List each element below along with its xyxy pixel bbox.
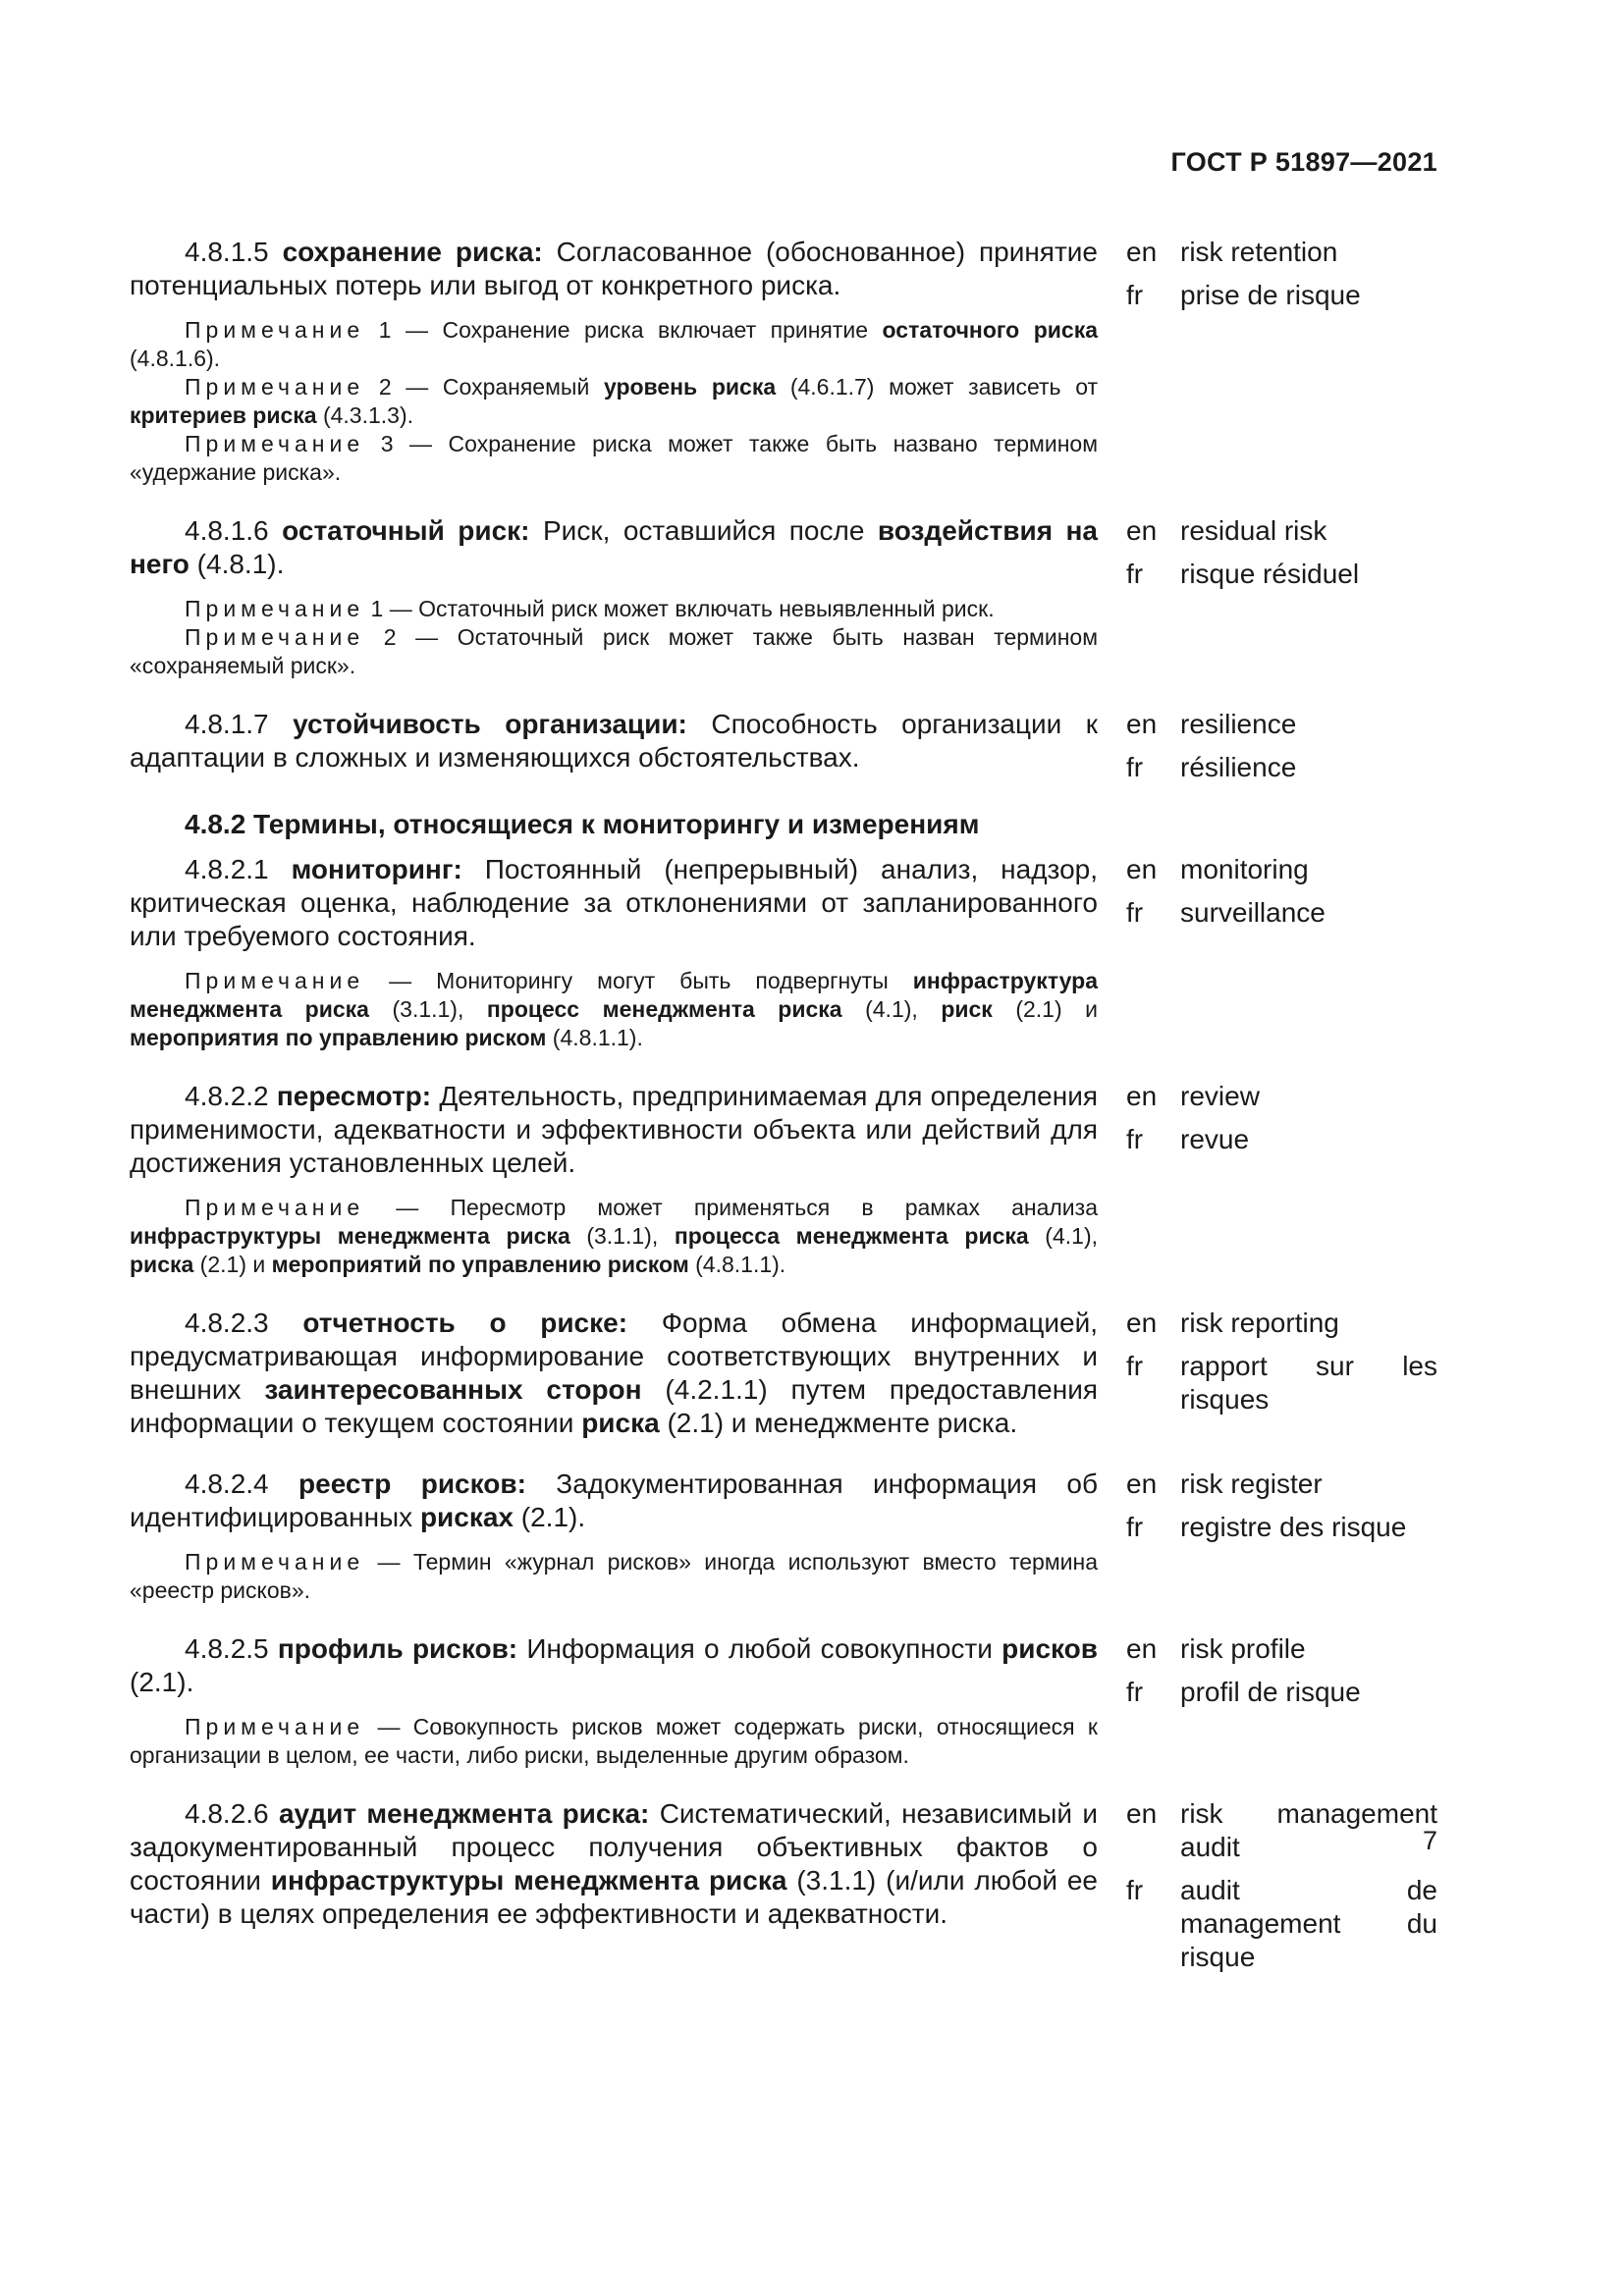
term-definition: 4.8.2.6 аудит менеджмента риска: Систематический, независимый и задокументированный процесс получения объективных фактов о состоянии инфраструктуры менеджмента риска (3.1.1) (и/или любой ее части) в целях определения ее эффективности и адекватности. bbox=[130, 1798, 1099, 1929]
term-entry bbox=[130, 853, 1437, 1066]
term-fr: surveillance bbox=[1180, 897, 1326, 928]
term-en: review bbox=[1180, 1081, 1260, 1111]
term-entry bbox=[130, 1468, 1437, 1619]
term-note: Примечание 1 — Сохранение риска включает принятие остаточного риска (4.8.1.6). bbox=[130, 317, 1098, 371]
translations bbox=[1126, 1307, 1437, 1454]
term-definition: 4.8.2.2 пересмотр: Деятельность, предпринимаемая для определения применимости, адекватности и эффективности объекта или действий для достижения установленных целей. bbox=[130, 1081, 1099, 1178]
term-definition: 4.8.1.7 устойчивость организации: Способность организации к адаптации в сложных и изменяющихся обстоятельствах. bbox=[130, 709, 1099, 773]
lang-code-en: en bbox=[1126, 1308, 1158, 1338]
term-definition: 4.8.2.1 мониторинг: Постоянный (непрерывный) анализ, надзор, критическая оценка, наблюдение за отклонениями от запланированного или требуемого состояния. bbox=[130, 854, 1098, 951]
term-name: устойчивость организации: bbox=[293, 709, 687, 739]
section-heading: 4.8.2 Термины, относящиеся к мониторингу и измерениям bbox=[185, 809, 980, 839]
term-entry bbox=[130, 1797, 1437, 1984]
term-en: residual risk bbox=[1180, 515, 1327, 546]
term-entry bbox=[130, 1307, 1437, 1454]
term-entry bbox=[130, 514, 1437, 694]
lang-code-en: en bbox=[1126, 709, 1158, 739]
translations bbox=[1126, 708, 1437, 794]
term-en: risk management audit bbox=[1180, 1798, 1437, 1862]
term-name: реестр рисков: bbox=[298, 1468, 526, 1499]
term-definition: 4.8.1.6 остаточный риск: Риск, оставшийся после воздействия на него (4.8.1). bbox=[130, 515, 1099, 579]
page-number: 7 bbox=[1422, 1826, 1437, 1855]
term-fr: audit de management du risque bbox=[1180, 1875, 1437, 1972]
term-note: Примечание — Мониторингу могут быть подвергнуты инфраструктура менеджмента риска (3.1.1), процесс менеджмента риска (4.1), риск (2.1) и мероприятия по управлению риском (4.8.1.1). bbox=[130, 968, 1098, 1050]
translations bbox=[1126, 853, 1437, 1066]
term-fr: revue bbox=[1180, 1124, 1250, 1154]
lang-code-en: en bbox=[1126, 854, 1158, 884]
term-note: Примечание — Совокупность рисков может содержать риски, относящиеся к организации в целом, ее части, либо риски, выделенные другим образом. bbox=[130, 1714, 1098, 1768]
lang-code-en: en bbox=[1126, 1468, 1158, 1499]
lang-code-fr: fr bbox=[1126, 1677, 1144, 1707]
term-name: отчетность о риске: bbox=[302, 1308, 628, 1338]
term-note: Примечание 3 — Сохранение риска может также быть названо термином «удержание риска». bbox=[130, 431, 1099, 485]
lang-code-en: en bbox=[1126, 1633, 1158, 1664]
term-fr: risque résiduel bbox=[1180, 559, 1360, 589]
lang-code-en: en bbox=[1126, 515, 1158, 546]
term-note: Примечание — Термин «журнал рисков» иногда используют вместо термина «реестр рисков». bbox=[130, 1549, 1098, 1603]
translations bbox=[1126, 1632, 1437, 1784]
term-note: Примечание 2 — Остаточный риск может также быть назван термином «сохраняемый риск». bbox=[130, 624, 1099, 678]
term-fr: registre des risque bbox=[1180, 1512, 1407, 1542]
translations bbox=[1126, 236, 1437, 501]
lang-code-fr: fr bbox=[1126, 559, 1144, 589]
term-name: пересмотр: bbox=[276, 1081, 432, 1111]
lang-code-fr: fr bbox=[1126, 280, 1144, 310]
term-en: risk register bbox=[1180, 1468, 1323, 1499]
term-fr: résilience bbox=[1180, 752, 1297, 782]
term-name: аудит менеджмента риска: bbox=[278, 1798, 650, 1829]
lang-code-fr: fr bbox=[1126, 752, 1144, 782]
term-entry bbox=[130, 1080, 1437, 1293]
terms-content bbox=[130, 236, 1437, 1998]
translations bbox=[1126, 1468, 1437, 1619]
term-name: сохранение риска: bbox=[282, 237, 543, 267]
term-note: Примечание 1 — Остаточный риск может включать невыявленный риск. bbox=[185, 596, 995, 621]
term-en: risk reporting bbox=[1180, 1308, 1339, 1338]
translations bbox=[1126, 1080, 1437, 1293]
term-fr: prise de risque bbox=[1180, 280, 1361, 310]
lang-code-fr: fr bbox=[1126, 1351, 1144, 1381]
term-name: мониторинг: bbox=[291, 854, 462, 884]
term-definition: 4.8.2.5 профиль рисков: Информация о любой совокупности рисков (2.1). bbox=[130, 1633, 1098, 1697]
document-id: ГОСТ Р 51897—2021 bbox=[1170, 147, 1437, 177]
lang-code-en: en bbox=[1126, 1798, 1158, 1829]
term-definition: 4.8.2.4 реестр рисков: Задокументированная информация об идентифицированных рисках (2.1). bbox=[130, 1468, 1098, 1532]
lang-code-en: en bbox=[1126, 237, 1158, 267]
term-definition: 4.8.1.5 сохранение риска: Согласованное (обоснованное) принятие потенциальных потерь или выгод от конкретного риска. bbox=[130, 237, 1099, 300]
term-name: профиль рисков: bbox=[277, 1633, 518, 1664]
translations bbox=[1126, 1797, 1437, 1984]
term-fr: profil de risque bbox=[1180, 1677, 1361, 1707]
term-en: risk retention bbox=[1180, 237, 1338, 267]
term-entry bbox=[130, 708, 1437, 794]
term-name: остаточный риск: bbox=[282, 515, 530, 546]
lang-code-en: en bbox=[1126, 1081, 1158, 1111]
term-entry bbox=[130, 236, 1437, 501]
term-en: risk profile bbox=[1180, 1633, 1306, 1664]
lang-code-fr: fr bbox=[1126, 1875, 1144, 1905]
term-fr: rapport sur les risques bbox=[1180, 1351, 1437, 1415]
term-entry bbox=[130, 1632, 1437, 1784]
lang-code-fr: fr bbox=[1126, 1512, 1144, 1542]
term-en: monitoring bbox=[1180, 854, 1309, 884]
term-note: Примечание 2 — Сохраняемый уровень риска (4.6.1.7) может зависеть от критериев риска (4.3.1.3). bbox=[130, 374, 1099, 428]
term-note: Примечание — Пересмотр может применяться в рамках анализа инфраструктуры менеджмента риска (3.1.1), процесса менеджмента риска (4.1), риска (2.1) и мероприятий по управлению риском (4.8.1.1). bbox=[130, 1195, 1098, 1277]
translations bbox=[1126, 514, 1437, 694]
term-en: resilience bbox=[1180, 709, 1297, 739]
term-definition: 4.8.2.3 отчетность о риске: Форма обмена информацией, предусматривающая информирование соответствующих внутренних и внешних заинтересованных сторон (4.2.1.1) путем предоставления информации о текущем состоянии риска (2.1) и менеджменте риска. bbox=[130, 1308, 1099, 1438]
lang-code-fr: fr bbox=[1126, 897, 1144, 928]
lang-code-fr: fr bbox=[1126, 1124, 1144, 1154]
